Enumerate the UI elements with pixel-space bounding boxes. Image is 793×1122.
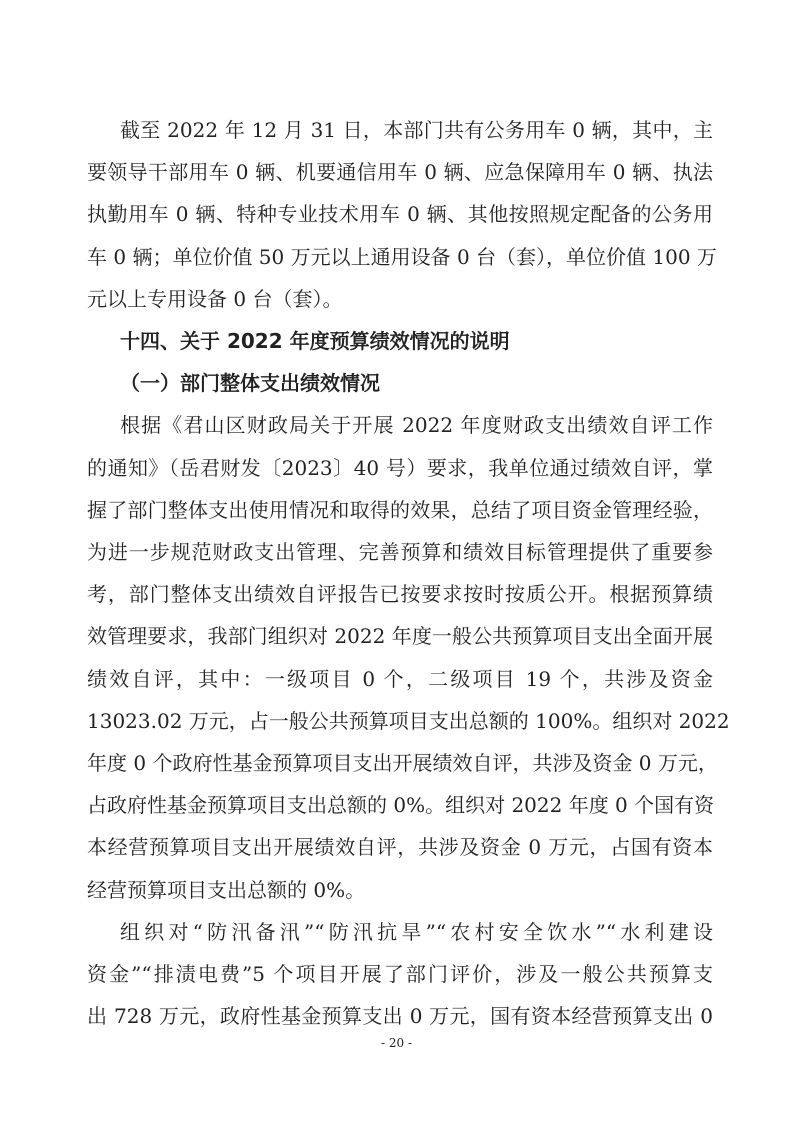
text-line: 组织对“防汛备汛”“防汛抗旱”“农村安全饮水”“水利建设: [120, 919, 713, 944]
text-line: 执勤用车 0 辆、特种专业技术用车 0 辆、其他按照规定配备的公务用: [87, 202, 713, 227]
text-line: 的通知》（岳君财发〔2023〕40 号）要求，我单位通过绩效自评，掌: [87, 455, 713, 480]
text-line: 车 0 辆；单位价值 50 万元以上通用设备 0 台（套），单位价值 100 万: [87, 244, 717, 269]
section-heading: （一）部门整体支出绩效情况: [120, 371, 380, 396]
section-heading: 十四、关于 2022 年度预算绩效情况的说明: [120, 329, 510, 353]
text-line: 出 728 万元，政府性基金预算支出 0 万元，国有资本经营预算支出 0: [87, 1004, 713, 1029]
text-line: 13023.02 万元，占一般公共预算项目支出总额的 100%。组织对 2022: [87, 708, 730, 733]
text-line: 资金”“排渍电费”5 个项目开展了部门评价，涉及一般公共预算支: [87, 962, 713, 986]
page-number: - 20 -: [380, 1036, 412, 1050]
text-line: 截至 2022 年 12 月 31 日，本部门共有公务用车 0 辆，其中，主: [120, 118, 713, 142]
text-line: 根据《君山区财政局关于开展 2022 年度财政支出绩效自评工作: [120, 413, 713, 438]
text-line: 年度 0 个政府性基金预算项目支出开展绩效自评，共涉及资金 0 万元，: [87, 751, 718, 775]
text-line: 效管理要求，我部门组织对 2022 年度一般公共预算项目支出全面开展: [87, 624, 713, 649]
text-line: 为进一步规范财政支出管理、完善预算和绩效目标管理提供了重要参: [87, 540, 713, 564]
text-line: 要领导干部用车 0 辆、机要通信用车 0 辆、应急保障用车 0 辆、执法: [87, 160, 713, 185]
text-line: 考，部门整体支出绩效自评报告已按要求按时按质公开。根据预算绩: [87, 582, 713, 607]
text-line: 绩效自评，其中：一级项目 0 个，二级项目 19 个，共涉及资金: [87, 666, 713, 691]
text-line: 握了部门整体支出使用情况和取得的效果，总结了项目资金管理经验，: [87, 497, 713, 522]
text-line: 本经营预算项目支出开展绩效自评，共涉及资金 0 万元，占国有资本: [87, 835, 713, 860]
text-line: 经营预算项目支出总额的 0%。: [87, 877, 366, 902]
text-line: 占政府性基金预算项目支出总额的 0%。组织对 2022 年度 0 个国有资: [87, 793, 715, 818]
text-line: 元以上专用设备 0 台（套）。: [87, 286, 343, 311]
